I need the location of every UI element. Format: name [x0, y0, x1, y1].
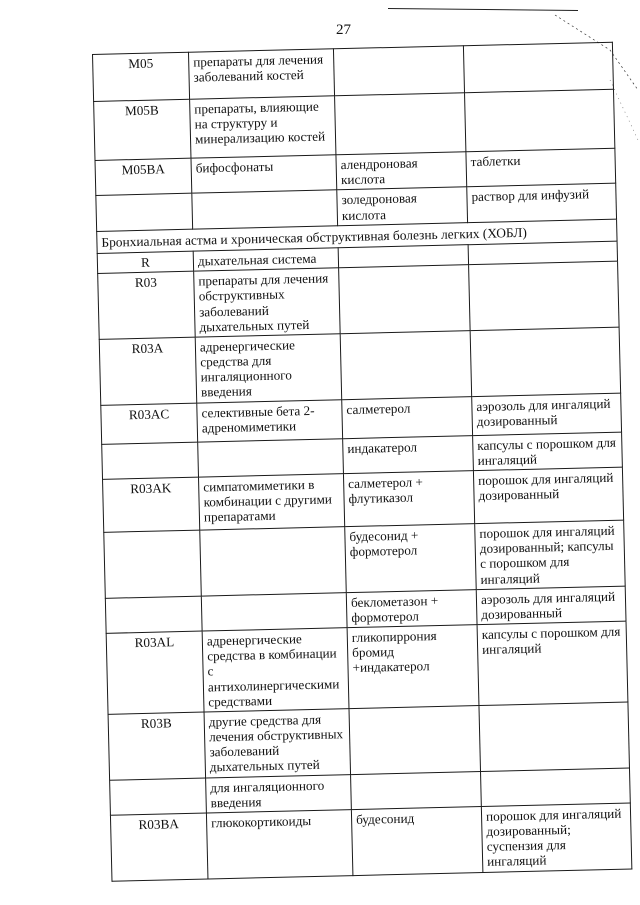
dosage-form-cell: аэрозоль для ингаляций дозированный: [472, 393, 622, 435]
drug-name-cell: [333, 46, 464, 96]
group-name-cell: препараты для лечения заболеваний костей: [188, 49, 334, 99]
group-name-cell: [201, 592, 347, 631]
drug-name-cell: салметерол + флутиказол: [343, 471, 474, 527]
dosage-form-cell: [481, 768, 631, 807]
document-sheet: [92, 42, 631, 870]
drug-name-cell: беклометазон + формотерол: [346, 589, 477, 627]
dosage-form-cell: аэрозоль для ингаляций дозированный: [476, 586, 626, 625]
page-number: 27: [336, 22, 351, 38]
drug-name-cell: будесонид + формотерол: [345, 524, 477, 593]
atc-code-cell: [105, 596, 202, 634]
section-heading: Бронхиальная астма и хроническая обструктивная болезнь легких (ХОБЛ): [97, 219, 617, 254]
drug-name-cell: будесонид: [351, 806, 483, 875]
group-name-cell: препараты, влияющие на структуру и минерализацию костей: [190, 96, 336, 158]
dosage-form-cell: порошок для ингаляций дозированный; суспензия для ингаляций: [481, 803, 632, 872]
drug-name-cell: салметерол: [342, 396, 473, 438]
group-name-cell: [198, 438, 344, 477]
drug-table: [92, 42, 632, 882]
dosage-form-cell: [479, 702, 630, 771]
group-name-cell: симпатомиметики в комбинации с другими препаратами: [198, 474, 344, 530]
atc-code-cell: M05: [93, 52, 190, 101]
table-row: [104, 520, 625, 598]
drug-name-cell: алендроновая кислота: [336, 152, 467, 190]
drug-name-cell: индакатерол: [343, 435, 474, 473]
table-row: [106, 621, 628, 714]
atc-code-cell: [96, 194, 193, 232]
group-name-cell: [192, 190, 338, 229]
atc-code-cell: M05B: [94, 99, 191, 160]
dosage-form-cell: порошок для ингаляций дозированный: [473, 467, 623, 523]
atc-code-cell: R: [97, 251, 193, 273]
table-row: [98, 261, 619, 339]
group-name-cell: дыхательная система: [193, 248, 338, 272]
atc-code-cell: [104, 530, 202, 598]
drug-name-cell: [339, 265, 471, 334]
dosage-form-cell: [465, 89, 615, 151]
table-row: [108, 702, 629, 780]
atc-code-cell: [102, 442, 199, 480]
dosage-form-cell: раствор для инфузий: [467, 184, 617, 223]
drug-name-cell: золедроновая кислота: [337, 187, 468, 225]
atc-code-cell: R03AK: [103, 477, 200, 532]
group-name-cell: глюкокортикоиды: [206, 810, 353, 879]
dosage-form-cell: [463, 42, 613, 92]
atc-code-cell: R03B: [108, 712, 206, 780]
atc-code-cell: R03: [98, 271, 196, 339]
table-row: [99, 327, 620, 405]
group-name-cell: селективные бета 2-адреномиметики: [197, 399, 343, 441]
atc-code-cell: R03AL: [106, 631, 204, 714]
group-name-cell: препараты для лечения обструктивных заболеваний дыхательных путей: [194, 268, 341, 337]
group-name-cell: адренергические средства в комбинации с антихолинергическими средствами: [202, 628, 349, 712]
group-name-cell: адренергические средства для ингаляционного введения: [195, 334, 342, 403]
group-name-cell: бифосфонаты: [191, 155, 337, 194]
group-name-cell: [200, 527, 347, 596]
group-name-cell: другие средства для лечения обструктивных заболеваний дыхательных путей: [204, 709, 351, 778]
group-name-cell: для ингаляционного введения: [206, 774, 352, 813]
drug-name-cell: [349, 705, 481, 774]
dosage-form-cell: порошок для ингаляций дозированный; капсулы с порошком для ингаляций: [475, 520, 626, 589]
table-row: [110, 803, 631, 881]
atc-code-cell: R03BA: [110, 813, 208, 881]
drug-name-cell: гликопиррония бромид +индакатерол: [347, 625, 479, 709]
dosage-form-cell: капсулы с порошком для ингаляций: [477, 621, 628, 705]
atc-code-cell: R03A: [99, 337, 197, 405]
dosage-form-cell: [469, 261, 620, 330]
drug-name-cell: [340, 331, 472, 400]
dosage-form-cell: таблетки: [466, 148, 616, 187]
atc-code-cell: [110, 778, 207, 816]
drug-name-cell: [335, 93, 466, 155]
atc-code-cell: M05BA: [95, 158, 192, 196]
dosage-form-cell: [470, 327, 621, 396]
drug-name-cell: [351, 771, 482, 809]
dosage-form-cell: капсулы с порошком для ингаляций: [473, 432, 623, 471]
atc-code-cell: R03AC: [101, 403, 198, 444]
